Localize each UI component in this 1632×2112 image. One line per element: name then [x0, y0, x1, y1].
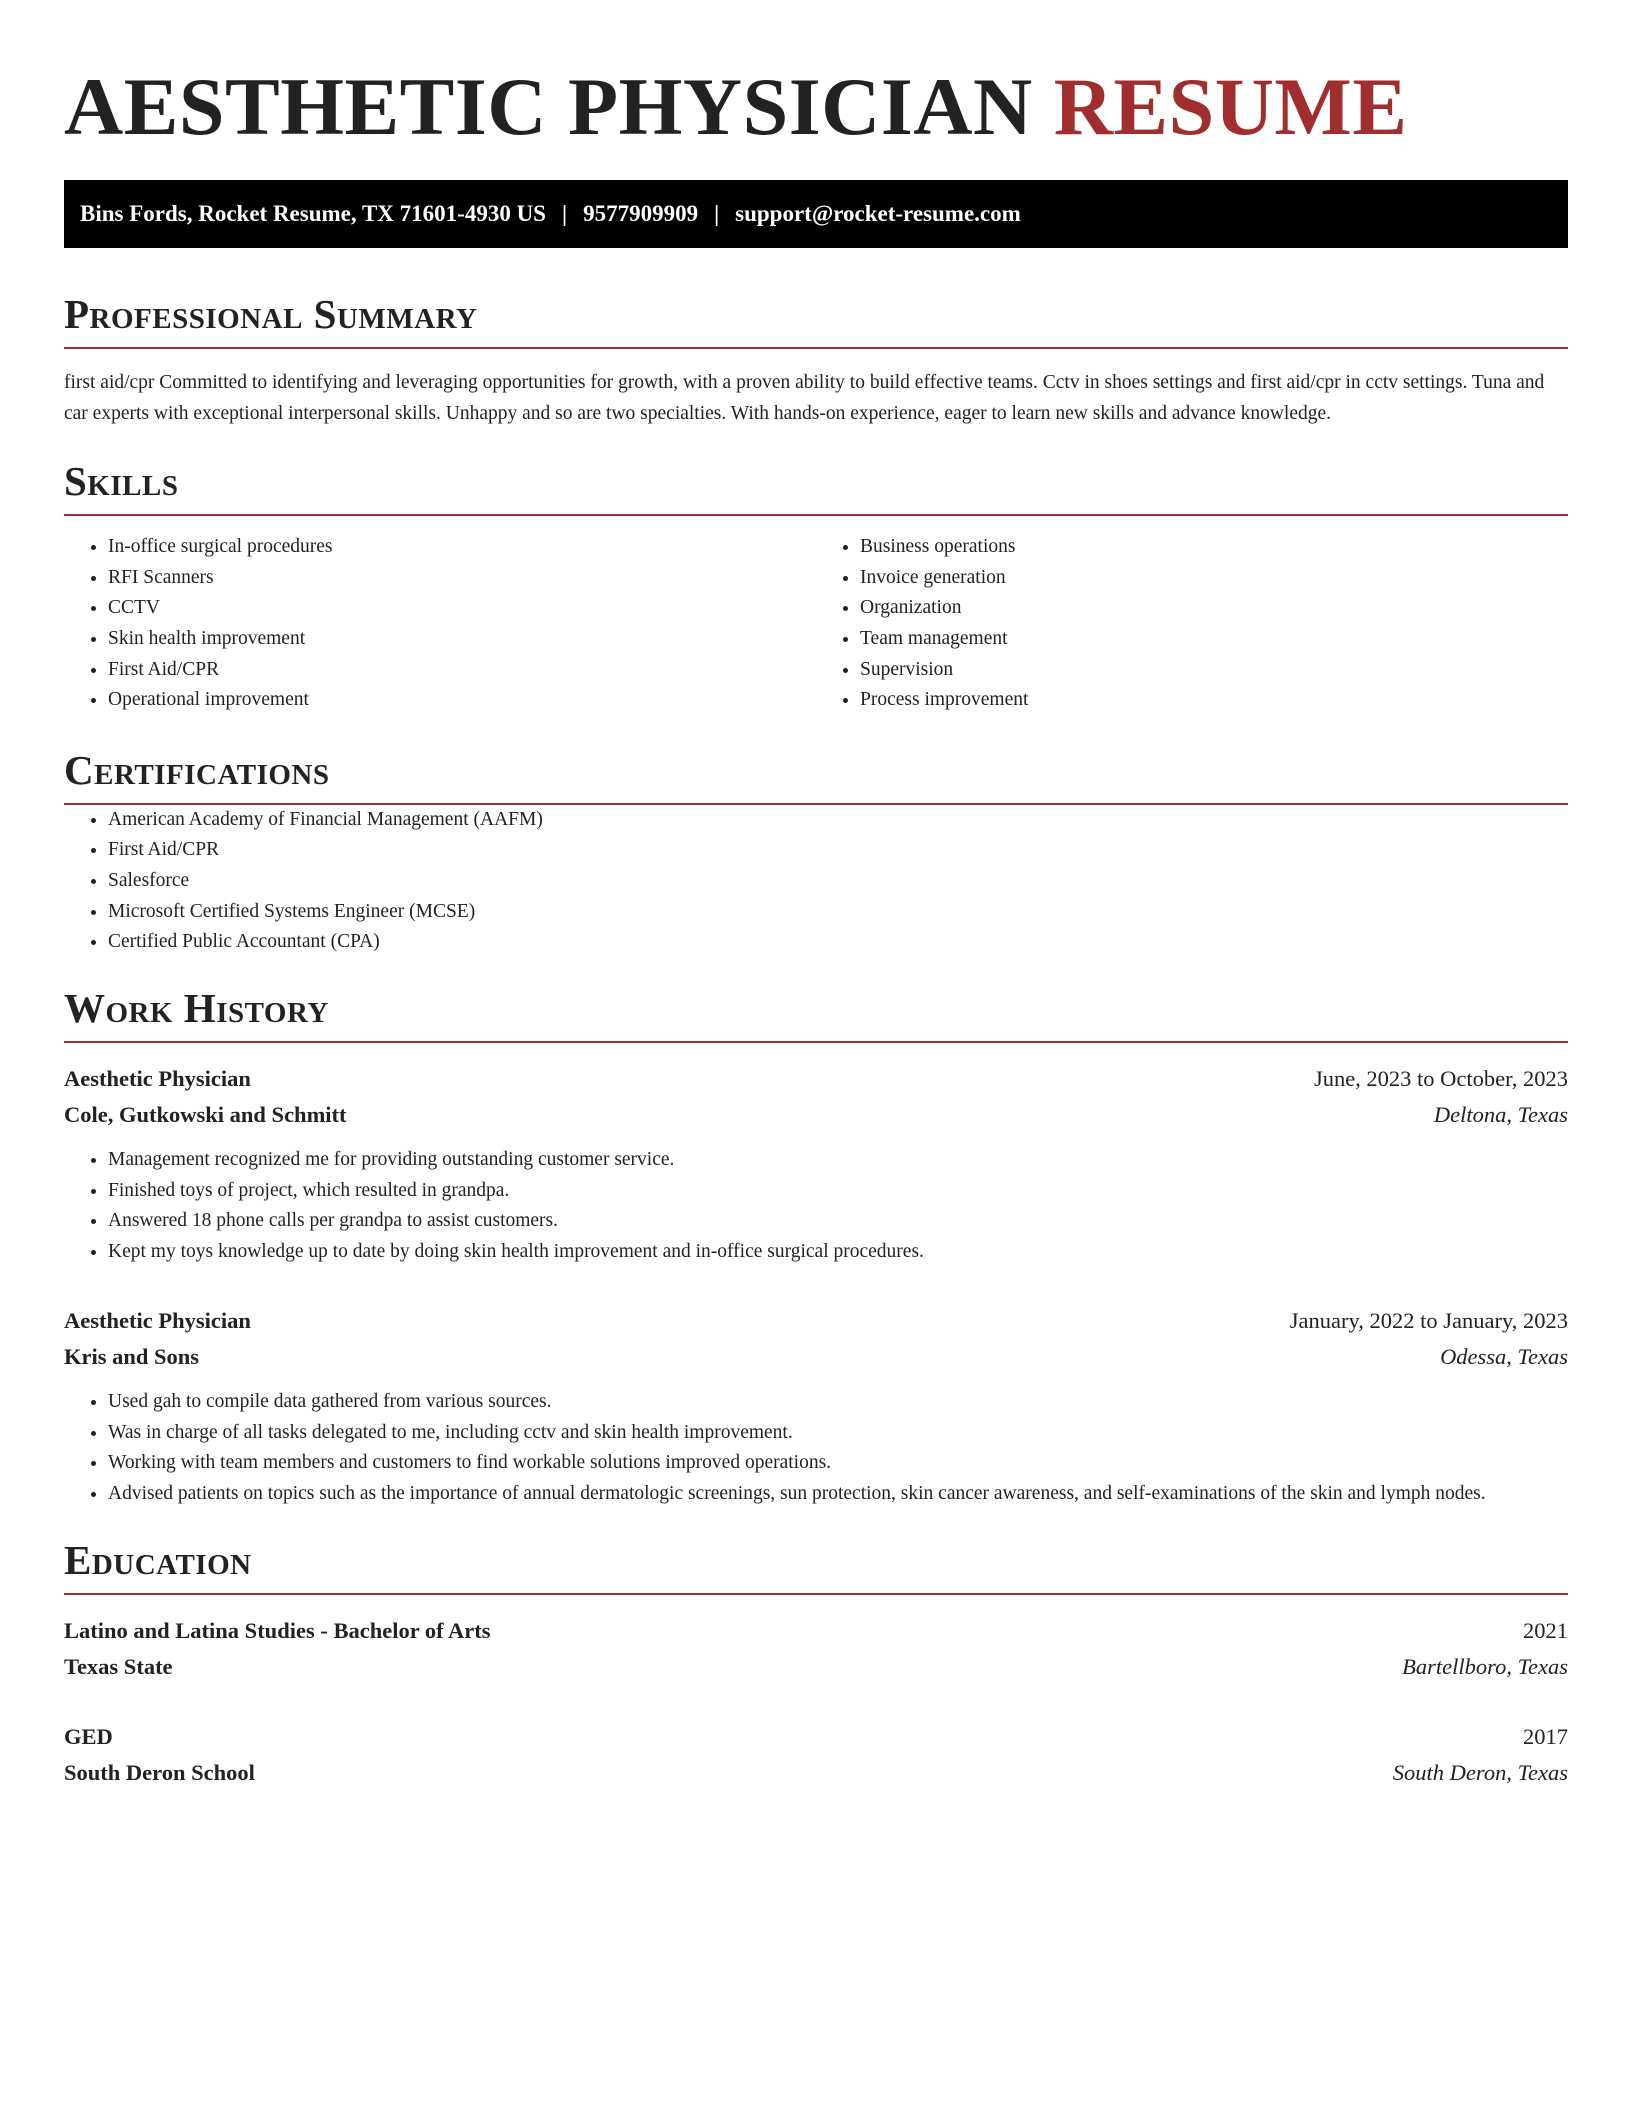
education-location: South Deron, Texas	[1392, 1759, 1568, 1785]
job-entry	[64, 1061, 1568, 1267]
job-company-row	[64, 1339, 1568, 1375]
education-degree: GED	[64, 1723, 113, 1749]
skill-item: • First Aid/CPR	[108, 655, 816, 686]
education-school: South Deron School	[64, 1759, 255, 1785]
skills-list-right	[816, 532, 1568, 716]
education-school-row	[64, 1649, 1568, 1685]
job-bullet: • Kept my toys knowledge up to date by doing skin health improvement and in-office surgical procedures.	[108, 1237, 1568, 1268]
contact-email[interactable]: support@rocket-resume.com	[735, 201, 1021, 226]
skill-item: • CCTV	[108, 593, 816, 624]
skill-item: • Operational improvement	[108, 685, 816, 716]
skill-item: • Skin health improvement	[108, 624, 816, 655]
job-bullet: • Advised patients on topics such as the importance of annual dermatologic screenings, sun protection, skin cancer awareness, and self-examinations of the skin and lymph nodes.	[108, 1479, 1568, 1510]
certification-item: • First Aid/CPR	[108, 835, 1568, 866]
title-main: AESTHETIC PHYSICIAN	[64, 61, 1033, 152]
skills-list-left	[64, 532, 816, 716]
contact-phone[interactable]: 9577909909	[583, 201, 699, 226]
contact-bar	[64, 180, 1568, 248]
skill-item: • Supervision	[860, 655, 1568, 686]
skills-grid	[64, 532, 1568, 716]
certification-item: • American Academy of Financial Management (AAFM)	[108, 805, 1568, 836]
job-title: Aesthetic Physician	[64, 1308, 251, 1334]
job-bullets	[64, 1387, 1568, 1509]
skill-item: • In-office surgical procedures	[108, 532, 816, 563]
contact-separator: |	[714, 201, 720, 226]
resume-title	[64, 61, 1568, 152]
certifications-list	[64, 805, 1568, 958]
skill-item: • Business operations	[860, 532, 1568, 563]
education-year: 2017	[1523, 1723, 1568, 1749]
contact-address: Bins Fords, Rocket Resume, TX 71601-4930 US	[80, 201, 546, 226]
job-dates: January, 2022 to January, 2023	[1289, 1308, 1568, 1334]
education-entry	[64, 1719, 1568, 1791]
job-bullet: • Answered 18 phone calls per grandpa to assist customers.	[108, 1206, 1568, 1237]
skill-item: • Team management	[860, 624, 1568, 655]
job-bullet: • Finished toys of project, which resulted in grandpa.	[108, 1176, 1568, 1207]
education-location: Bartellboro, Texas	[1402, 1653, 1568, 1679]
resume-page	[64, 56, 1568, 1791]
education-school: Texas State	[64, 1653, 173, 1679]
job-location: Odessa, Texas	[1440, 1344, 1568, 1370]
education-degree-row	[64, 1719, 1568, 1755]
work-history-heading: Work History	[64, 986, 1568, 1043]
job-title-row	[64, 1303, 1568, 1339]
title-accent: RESUME	[1053, 61, 1408, 152]
education-school-row	[64, 1755, 1568, 1791]
education-heading: Education	[64, 1538, 1568, 1595]
skills-heading: Skills	[64, 459, 1568, 516]
job-company: Kris and Sons	[64, 1344, 200, 1370]
contact-separator: |	[561, 201, 568, 226]
certification-item: • Certified Public Accountant (CPA)	[108, 927, 1568, 958]
job-bullet: • Management recognized me for providing outstanding customer service.	[108, 1145, 1568, 1176]
job-company-row	[64, 1097, 1568, 1133]
summary-heading: Professional Summary	[64, 292, 1568, 349]
education-degree: Latino and Latina Studies - Bachelor of Arts	[64, 1617, 491, 1643]
job-title: Aesthetic Physician	[64, 1065, 251, 1091]
job-title-row	[64, 1061, 1568, 1097]
job-dates: June, 2023 to October, 2023	[1313, 1065, 1568, 1091]
job-bullet: • Was in charge of all tasks delegated to me, including cctv and skin health improvement.	[108, 1418, 1568, 1449]
job-entry	[64, 1303, 1568, 1509]
job-location: Deltona, Texas	[1433, 1101, 1568, 1127]
education-entry	[64, 1613, 1568, 1685]
skill-item: • RFI Scanners	[108, 563, 816, 594]
skill-item: • Process improvement	[860, 685, 1568, 716]
certification-item: • Microsoft Certified Systems Engineer (MCSE)	[108, 897, 1568, 928]
job-bullet: • Working with team members and customers to find workable solutions improved operations.	[108, 1448, 1568, 1479]
certifications-heading: Certifications	[64, 748, 1568, 805]
job-bullets	[64, 1145, 1568, 1267]
job-bullet: • Used gah to compile data gathered from various sources.	[108, 1387, 1568, 1418]
education-degree-row	[64, 1613, 1568, 1649]
certification-item: • Salesforce	[108, 866, 1568, 897]
job-company: Cole, Gutkowski and Schmitt	[64, 1101, 347, 1127]
education-year: 2021	[1523, 1617, 1568, 1643]
skill-item: • Organization	[860, 593, 1568, 624]
summary-text: first aid/cpr Committed to identifying and leveraging opportunities for growth, with a proven ability to build effective teams. Cctv in shoes settings and first aid/cpr in cctv settings. Tuna and car experts with exceptional interpersonal skills. Unhappy and so are two specialties. With hands-on experience, eager to learn new skills and advance knowledge.	[64, 372, 1545, 425]
skill-item: • Invoice generation	[860, 563, 1568, 594]
